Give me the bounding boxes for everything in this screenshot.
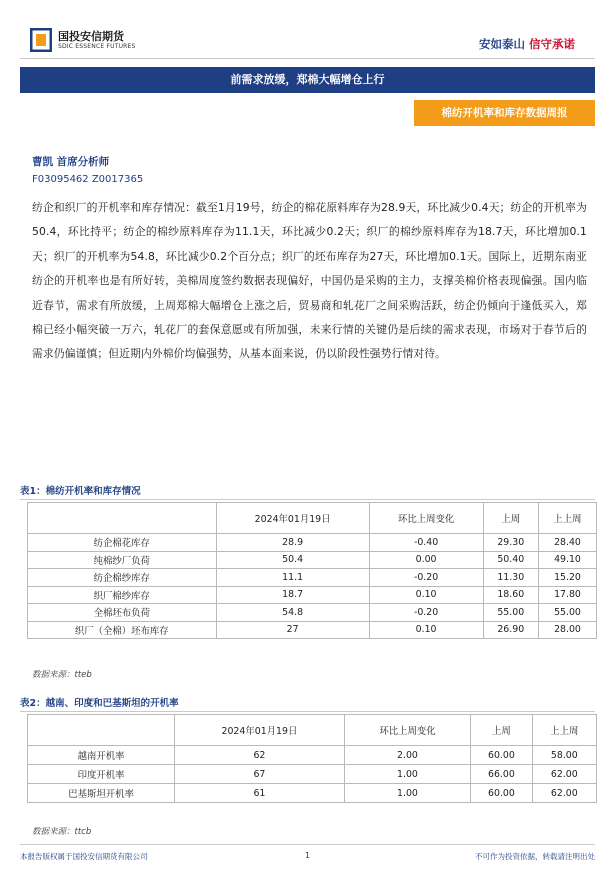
analyst-name: 曹凯 首席分析师 [32, 156, 110, 168]
column-header: 上周 [483, 503, 538, 534]
table-cell: 62.00 [532, 765, 596, 784]
table-cell: 26.90 [483, 621, 538, 639]
table-cell: 28.9 [216, 534, 369, 552]
row-label: 全棉坯布负荷 [28, 604, 217, 622]
table2 [27, 714, 597, 803]
table-cell: 55.00 [483, 604, 538, 622]
table-row [28, 621, 597, 639]
page-number: 1 [305, 851, 310, 860]
table-cell: 29.30 [483, 534, 538, 552]
table-cell: 66.00 [471, 765, 532, 784]
table2-source: 数据来源：ttcb [32, 827, 92, 837]
table-header-row [28, 715, 597, 746]
table1-caption: 表1：棉纺开机率和库存情况 [20, 486, 141, 497]
table-cell: -0.40 [369, 534, 483, 552]
table-cell: 18.60 [483, 586, 538, 604]
table2-caption-divider [20, 711, 595, 712]
row-label: 纺企棉纱库存 [28, 569, 217, 587]
table-cell: 60.00 [471, 784, 532, 803]
row-label: 巴基斯坦开机率 [28, 784, 175, 803]
table-cell: 67 [175, 765, 345, 784]
column-header: 环比上周变化 [369, 503, 483, 534]
table-cell: 0.10 [369, 586, 483, 604]
slogan-part2: 信守承诺 [529, 37, 575, 51]
table-cell: 2.00 [344, 746, 470, 765]
column-header [28, 503, 217, 534]
table1 [27, 502, 597, 639]
table2-caption: 表2：越南、印度和巴基斯坦的开机率 [20, 698, 179, 709]
table-cell: 15.20 [538, 569, 596, 587]
table-cell: 11.1 [216, 569, 369, 587]
column-header: 上上周 [538, 503, 596, 534]
table-cell: 28.00 [538, 621, 596, 639]
row-label: 纯棉纱厂负荷 [28, 551, 217, 569]
table-cell: 49.10 [538, 551, 596, 569]
table-cell: 28.40 [538, 534, 596, 552]
table-row [28, 586, 597, 604]
body-paragraph: 纺企和织厂的开机率和库存情况：截至1月19号，纺企的棉花原料库存为28.9天，环比减少0.4天；纺企的开机率为50.4，环比持平；纺企的棉纱原料库存为11.1天，环比减少0.2天；织厂的棉纱原料库存为18.7天，环比增加0.1天；织厂的开机率为54.8，环比减少0.2个百分点；织厂的坯布库存为27天，环比增加0.1天。国际上，近期东南亚纺企的开机率也是有所好转，美棉周度签约数据表现偏好，中国仍是采购的主力，支撑美棉价格表现偏强。国内临近春节，需求有所放缓，上周郑棉大幅增仓上涨之后，贸易商和轧花厂之间采购活跃，纺企仍倾向于逢低买入，郑棉已经小幅突破一万六，轧花厂的套保意愿或有所加强，未来行情的关键仍是后续的需求表现，市场对于春节后的需求仍偏谨慎；但近期内外棉价均偏强势，从基本面来说，仍以阶段性强势行情对待。 [32, 201, 587, 361]
table-row [28, 746, 597, 765]
row-label: 织厂棉纱库存 [28, 586, 217, 604]
analyst-license-ids: F03095462 Z0017365 [32, 174, 144, 185]
table-cell: 11.30 [483, 569, 538, 587]
table-cell: 0.00 [369, 551, 483, 569]
row-label: 织厂（全棉）坯布库存 [28, 621, 217, 639]
table-cell: 27 [216, 621, 369, 639]
column-header [28, 715, 175, 746]
table-cell: -0.20 [369, 569, 483, 587]
table-cell: 17.80 [538, 586, 596, 604]
column-header: 2024年01月19日 [175, 715, 345, 746]
table-cell: 58.00 [532, 746, 596, 765]
table1-source: 数据来源：tteb [32, 670, 92, 680]
table-row [28, 534, 597, 552]
table-row [28, 569, 597, 587]
table-cell: -0.20 [369, 604, 483, 622]
column-header: 环比上周变化 [344, 715, 470, 746]
section-tag: 棉纺开机率和库存数据周报 [414, 100, 595, 126]
table-cell: 62.00 [532, 784, 596, 803]
slogan-part1: 安如泰山 [478, 37, 525, 51]
row-label: 越南开机率 [28, 746, 175, 765]
slogan [479, 36, 575, 52]
footer-divider [20, 844, 595, 845]
table-row [28, 551, 597, 569]
row-label: 印度开机率 [28, 765, 175, 784]
report-title-band: 前需求放缓，郑棉大幅增仓上行 [20, 67, 595, 93]
table-cell: 0.10 [369, 621, 483, 639]
table-row [28, 604, 597, 622]
company-logo [30, 26, 190, 56]
table1-caption-divider [20, 499, 595, 500]
table-header-row [28, 503, 597, 534]
column-header: 上周 [471, 715, 532, 746]
table-row [28, 784, 597, 803]
table-cell: 50.40 [483, 551, 538, 569]
footer-copyright: 本报告版权属于国投安信期货有限公司 [20, 852, 148, 861]
table-cell: 54.8 [216, 604, 369, 622]
logo-english-text: SDIC ESSENCE FUTURES [58, 43, 136, 50]
footer-disclaimer: 不可作为投资依据，转载请注明出处 [475, 852, 595, 861]
table-cell: 1.00 [344, 784, 470, 803]
table-cell: 18.7 [216, 586, 369, 604]
table-cell: 55.00 [538, 604, 596, 622]
table-cell: 60.00 [471, 746, 532, 765]
column-header: 2024年01月19日 [216, 503, 369, 534]
header-divider [20, 58, 595, 59]
table-cell: 1.00 [344, 765, 470, 784]
row-label: 纺企棉花库存 [28, 534, 217, 552]
logo-chinese-text: 国投安信期货 [58, 30, 124, 43]
column-header: 上上周 [532, 715, 596, 746]
table-cell: 50.4 [216, 551, 369, 569]
table-cell: 61 [175, 784, 345, 803]
table-cell: 62 [175, 746, 345, 765]
table-row [28, 765, 597, 784]
logo-mark-icon [30, 28, 52, 52]
